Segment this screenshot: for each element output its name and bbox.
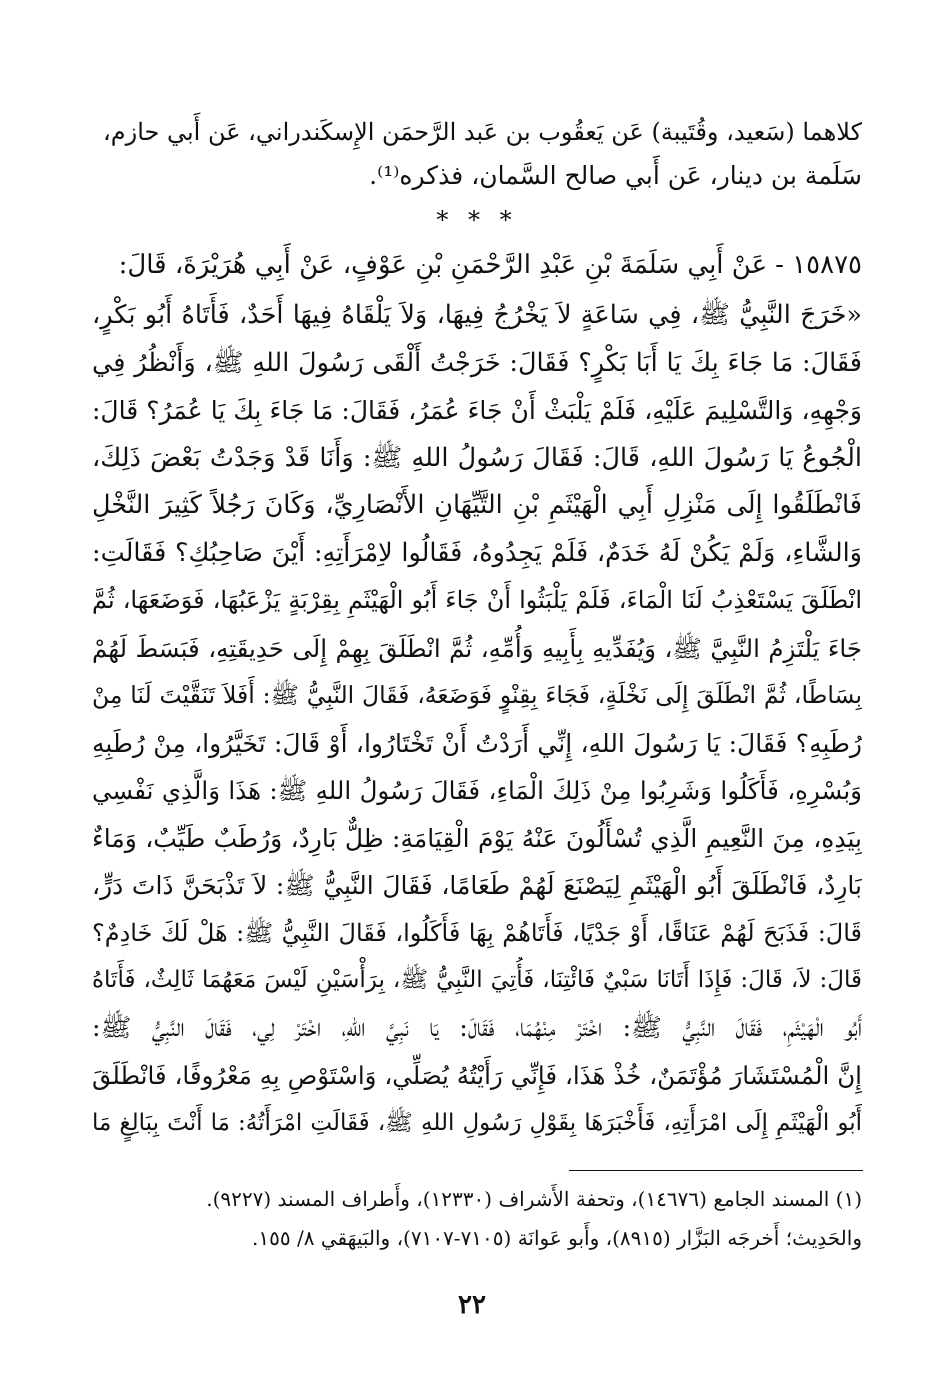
hadith-line: فَانْطَلَقُوا إِلَى مَنْزِلِ أَبِي الْهَيْثَمِ بْنِ التَّيِّهَانِ الأَنْصَارِيِّ، وَكَانَ رَجُلاً كَثِيرَ النَّخْلِ — [92, 490, 862, 520]
hadith-line: فَقَالَ: مَا جَاءَ بِكَ يَا أَبَا بَكْرٍ؟ فَقَالَ: خَرَجْتُ أَلْقَى رَسُولَ اللهِ ﷺ، وَأَنْظُرُ فِي — [92, 347, 862, 378]
section-separator: * * * — [436, 206, 518, 234]
hadith-isnad: عَنْ أَبِي سَلَمَةَ بْنِ عَبْدِ الرَّحْمَنِ بْنِ عَوْفٍ، عَنْ أَبِي هُرَيْرَةَ، قَالَ: — [118, 250, 768, 280]
hadith-line: قَالَ: لاَ، قَالَ: فَإِذَا أَتَانَا سَبْيٌ فَائْتِنَا، فَأُتِيَ النَّبِيُّ ﷺ، بِرَأْسَيْنِ لَيْسَ مَعَهُمَا ثَالِثٌ، فَأَتَاهُ — [92, 967, 862, 993]
footnote-line: والحَدِيث؛ أَخرجَه البَزَّار (٨٩١٥)، وأَبو عَوانَة (٧١٠٥-٧١٠٧)، والبَيهَقي ٨/ ١٥٥. — [252, 1226, 862, 1250]
hadith-line: الْجُوعُ يَا رَسُولَ اللهِ، قَالَ: فَقَالَ رَسُولُ اللهِ ﷺ: وَأَنَا قَدْ وَجَدْتُ بَعْضَ ذَلِكَ، — [92, 442, 862, 473]
hadith-line: «خَرَجَ النَّبِيُّ ﷺ، فِي سَاعَةٍ لاَ يَخْرُجُ فِيهَا، وَلاَ يَلْقَاهُ فِيهَا أَحَدٌ، فَأَتَاهُ أَبُو بَكْرٍ، — [92, 300, 862, 330]
hadith-line: وَبُسْرِهِ، فَأَكَلُوا وَشَرِبُوا مِنْ ذَلِكَ الْمَاءِ، فَقَالَ رَسُولُ اللهِ ﷺ: هَذَا وَالَّذِي نَفْسِي — [92, 776, 862, 805]
hadith-line: وَالشَّاءِ، وَلَمْ يَكُنْ لَهُ خَدَمٌ، فَلَمْ يَجِدُوهُ، فَقَالُوا لاِمْرَأَتِهِ: أَيْنَ صَاحِبُكِ؟ فَقَالَتِ: — [92, 537, 862, 568]
hadith-line: بَارِدٌ، فَانْطَلَقَ أَبُو الْهَيْثَمِ لِيَصْنَعَ لَهُمْ طَعَامًا، فَقَالَ النَّبِيُّ ﷺ: لاَ تَذْبَحَنَّ ذَاتَ دَرٍّ، — [92, 871, 862, 900]
footnote-divider — [569, 1170, 863, 1171]
footnote-line: (١) المسند الجامع (١٤٦٧٦)، وتحفة الأَشراف (١٢٣٣٠)، وأَطراف المسند (٩٢٢٧). — [206, 1187, 862, 1211]
page-body — [92, 110, 862, 1147]
page-number: ٢٢ — [458, 1290, 486, 1320]
intro-paragraph — [92, 110, 862, 198]
intro-line: سَلَمة بن دينار، عَن أَبي صالح السَّمان، فذكره⁽¹⁾. — [369, 161, 862, 190]
hadith-line: إِنَّ الْمُسْتَشَارَ مُؤْتَمَنٌ، خُذْ هَذَا، فَإِنِّي رَأَيْتُهُ يُصَلِّي، وَاسْتَوْصِ بِهِ مَعْرُوفًا، فَانْطَلَقَ — [92, 1061, 862, 1090]
hadith-line: انْطَلَقَ يَسْتَعْذِبُ لَنَا الْمَاءَ، فَلَمْ يَلْبَثُوا أَنْ جَاءَ أَبُو الْهَيْثَمِ بِقِرْبَةٍ يَزْعَبُهَا، فَوَضَعَهَا، ثُمَّ — [92, 586, 862, 614]
hadith-number: ١٥٨٧٥ - — [775, 250, 862, 280]
footnotes — [92, 1180, 862, 1258]
hadith-line: أَبُو الْهَيْثَمِ، فَقَالَ النَّبِيُّ ﷺ: اخْتَرْ مِنْهُمَا، فَقَالَ: يَا نَبِيَّ اللهِ، اخْتَرْ لِي، فَقَالَ النَّبِيُّ ﷺ: — [92, 1012, 862, 1043]
hadith-line: قَالَ: فَذَبَحَ لَهُمْ عَنَاقًا، أَوْ جَدْيًا، فَأَتَاهُمْ بِهَا فَأَكَلُوا، فَقَالَ النَّبِيُّ ﷺ: هَلْ لَكَ خَادِمٌ؟ — [92, 918, 862, 947]
hadith-line: أَبُو الْهَيْثَمِ إِلَى امْرَأَتِهِ، فَأَخْبَرَهَا بِقَوْلِ رَسُولِ اللهِ ﷺ، فَقَالَتِ امْرَأَتُهُ: مَا أَنْتَ بِبَالِغٍ مَا — [92, 1109, 862, 1136]
hadith-line: وَجْهِهِ، وَالتَّسْلِيمَ عَلَيْهِ، فَلَمْ يَلْبَثْ أَنْ جَاءَ عُمَرُ، فَقَالَ: مَا جَاءَ بِكَ يَا عُمَرُ؟ قَالَ: — [92, 396, 862, 425]
hadith-line: رُطَبِهِ؟ فَقَالَ: يَا رَسُولَ اللهِ، إِنِّي أَرَدْتُ أَنْ تَخْتَارُوا، أَوْ قَالَ: تَخَيَّرُوا، مِنْ رُطَبِهِ — [92, 728, 862, 758]
hadith-heading — [92, 238, 862, 292]
hadith-line: جَاءَ يَلْتَزِمُ النَّبِيَّ ﷺ، وَيُفَدِّيهِ بِأَبِيهِ وَأُمِّهِ، ثُمَّ انْطَلَقَ بِهِمْ إِلَى حَدِيقَتِهِ، فَبَسَطَ لَهُمْ — [92, 633, 862, 663]
hadith-text — [92, 292, 862, 1147]
intro-line: كلاهما (سَعيد، وقُتَيبة) عَن يَعقُوب بن عَبد الرَّحمَن الإِسكَندراني، عَن أَبي حازم، — [103, 118, 862, 146]
hadith-line: بِسَاطًا، ثُمَّ انْطَلَقَ إِلَى نَخْلَةٍ، فَجَاءَ بِقِنْوٍ فَوَضَعَهُ، فَقَالَ النَّبِيُّ ﷺ: أَفَلاَ تَنَقَّيْتَ لَنَا مِنْ — [92, 681, 862, 709]
hadith-line: بِيَدِهِ، مِنَ النَّعِيمِ الَّذِي تُسْأَلُونَ عَنْهُ يَوْمَ الْقِيَامَةِ: ظِلٌّ بَارِدٌ، وَرُطَبٌ طَيِّبٌ، وَمَاءٌ — [92, 823, 862, 853]
